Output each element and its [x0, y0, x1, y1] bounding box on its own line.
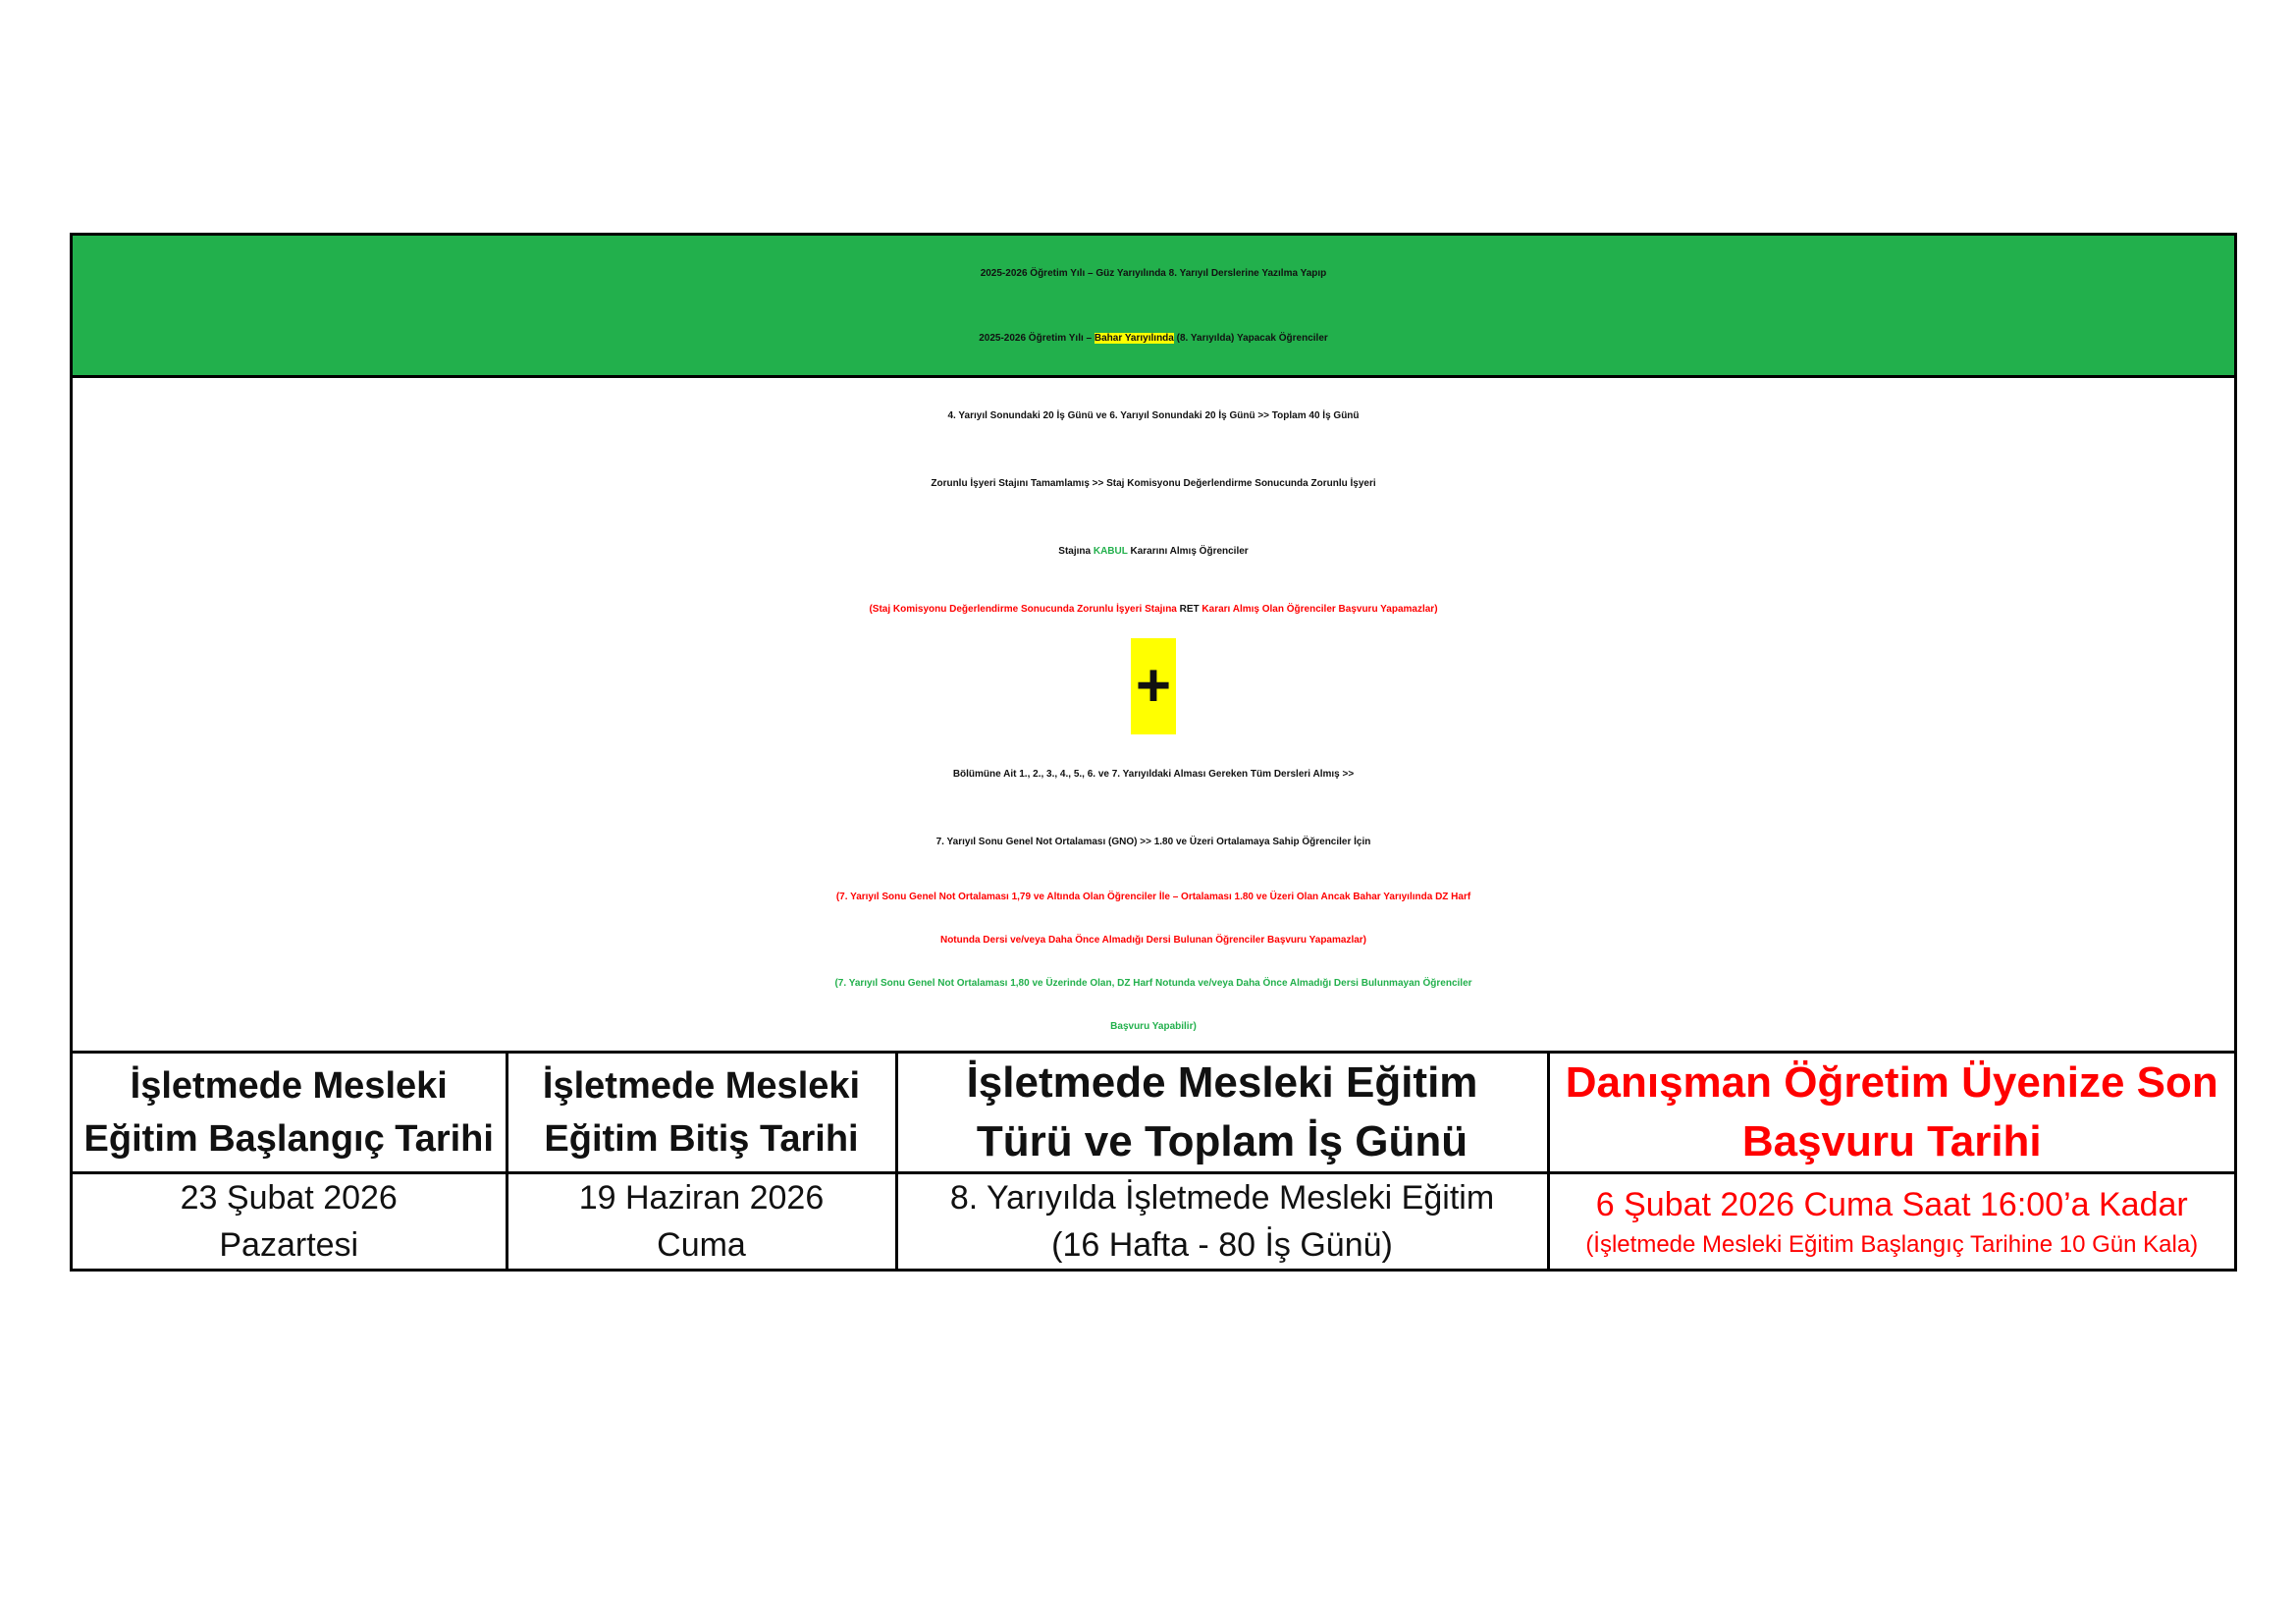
header-end-date-line-1: İşletmede Mesleki — [542, 1065, 861, 1107]
end-day-value: Cuma — [657, 1226, 746, 1264]
header-line-1: 2025-2026 Öğretim Yılı – Güz Yarıyılında 8. Yarıyıl Derslerine Yazılma Yapıp — [980, 268, 1327, 279]
end-date-value: 19 Haziran 2026 — [578, 1179, 825, 1217]
table-header-row — [73, 1053, 2234, 1173]
table-row — [73, 1173, 2234, 1270]
plus-sign: + — [1131, 638, 1176, 734]
internship-condition-line-3-post: Kararını Almış Öğrenciler — [1127, 546, 1249, 557]
gpa-eligible-line-1: (7. Yarıyıl Sonu Genel Not Ortalaması 1,80 ve Üzerinde Olan, DZ Harf Notunda ve/veya Daha Önce Almadığı Dersi Bulunmayan Öğrenciler — [834, 978, 1472, 989]
internship-condition-line-2: Zorunlu İşyeri Stajını Tamamlamış >> Staj Komisyonu Değerlendirme Sonucunda Zorunlu İşyeri — [931, 478, 1376, 489]
header-training-type-line-2: Türü ve Toplam İş Günü — [976, 1117, 1468, 1165]
training-type-value: 8. Yarıyılda İşletmede Mesleki Eğitim — [949, 1179, 1495, 1217]
ret-warning-note — [82, 585, 2224, 634]
gpa-eligible-line-2: Başvuru Yapabilir) — [1110, 1021, 1197, 1032]
header-line-2-post: (8. Yarıyılda) Yapacak Öğrenciler — [1173, 333, 1328, 344]
kabul-text: KABUL — [1093, 546, 1128, 557]
header-training-type — [896, 1053, 1548, 1173]
header-end-date-line-2: Eğitim Bitiş Tarihi — [544, 1118, 859, 1160]
eligibility-conditions — [73, 378, 2234, 1051]
announcement-box — [70, 233, 2237, 1272]
header-start-date — [73, 1053, 507, 1173]
header-deadline-line-2: Başvuru Tarihi — [1741, 1117, 2042, 1165]
gpa-warning-line-2: Notunda Dersi ve/veya Daha Önce Almadığı Dersi Bulunan Öğrenciler Başvuru Yapamazlar) — [939, 935, 1367, 946]
ret-warning-pre: (Staj Komisyonu Değerlendirme Sonucunda Zorunlu İşyeri Stajına — [869, 604, 1180, 615]
header-start-date-line-1: İşletmede Mesleki — [130, 1065, 448, 1107]
cell-start-date — [73, 1173, 507, 1270]
start-day-value: Pazartesi — [219, 1226, 359, 1264]
header-deadline — [1548, 1053, 2234, 1173]
deadline-note: (İşletmede Mesleki Eğitim Başlangıç Tarihine 10 Gün Kala) — [1585, 1231, 2199, 1258]
header-start-date-line-2: Eğitim Başlangıç Tarihi — [83, 1118, 494, 1160]
header-training-type-line-1: İşletmede Mesleki Eğitim — [966, 1058, 1478, 1107]
start-date-value: 23 Şubat 2026 — [180, 1179, 398, 1217]
course-condition-line-1: Bölümüne Ait 1., 2., 3., 4., 5., 6. ve 7. Yarıyıldaki Alması Gereken Tüm Dersleri Almış >> — [952, 769, 1355, 780]
ret-text: RET — [1179, 604, 1200, 615]
dates-table — [73, 1051, 2234, 1269]
cell-end-date — [507, 1173, 896, 1270]
header-end-date — [507, 1053, 896, 1173]
gpa-warning-line-1: (7. Yarıyıl Sonu Genel Not Ortalaması 1,79 ve Altında Olan Öğrenciler İle – Ortalaması 1.80 ve Üzeri Olan Ancak Bahar Yarıyılında DZ Harf — [835, 892, 1471, 902]
header-highlight-spring-term: Bahar Yarıyılında — [1094, 333, 1174, 344]
green-header — [73, 236, 2234, 378]
ret-warning-post: Kararı Almış Olan Öğrenciler Başvuru Yapamazlar) — [1199, 604, 1438, 615]
plus-wrapper — [82, 634, 2224, 740]
internship-condition-line-3 — [82, 517, 2224, 585]
cell-training-type — [896, 1173, 1548, 1270]
internship-condition-line-1: 4. Yarıyıl Sonundaki 20 İş Günü ve 6. Yarıyıl Sonundaki 20 İş Günü >> Toplam 40 İş Günü — [947, 410, 1360, 421]
header-line-2 — [82, 306, 2224, 371]
header-deadline-line-1: Danışman Öğretim Üyenize Son — [1565, 1058, 2218, 1107]
deadline-value: 6 Şubat 2026 Cuma Saat 16:00’a Kadar — [1595, 1186, 2188, 1223]
course-condition-line-2: 7. Yarıyıl Sonu Genel Not Ortalaması (GNO) >> 1.80 ve Üzeri Ortalamaya Sahip Öğrenciler İçin — [935, 837, 1371, 847]
header-line-2-pre: 2025-2026 Öğretim Yılı – — [979, 333, 1095, 344]
cell-deadline — [1548, 1173, 2234, 1270]
training-duration-value: (16 Hafta - 80 İş Günü) — [1051, 1226, 1393, 1264]
internship-condition-line-3-pre: Stajına — [1058, 546, 1094, 557]
